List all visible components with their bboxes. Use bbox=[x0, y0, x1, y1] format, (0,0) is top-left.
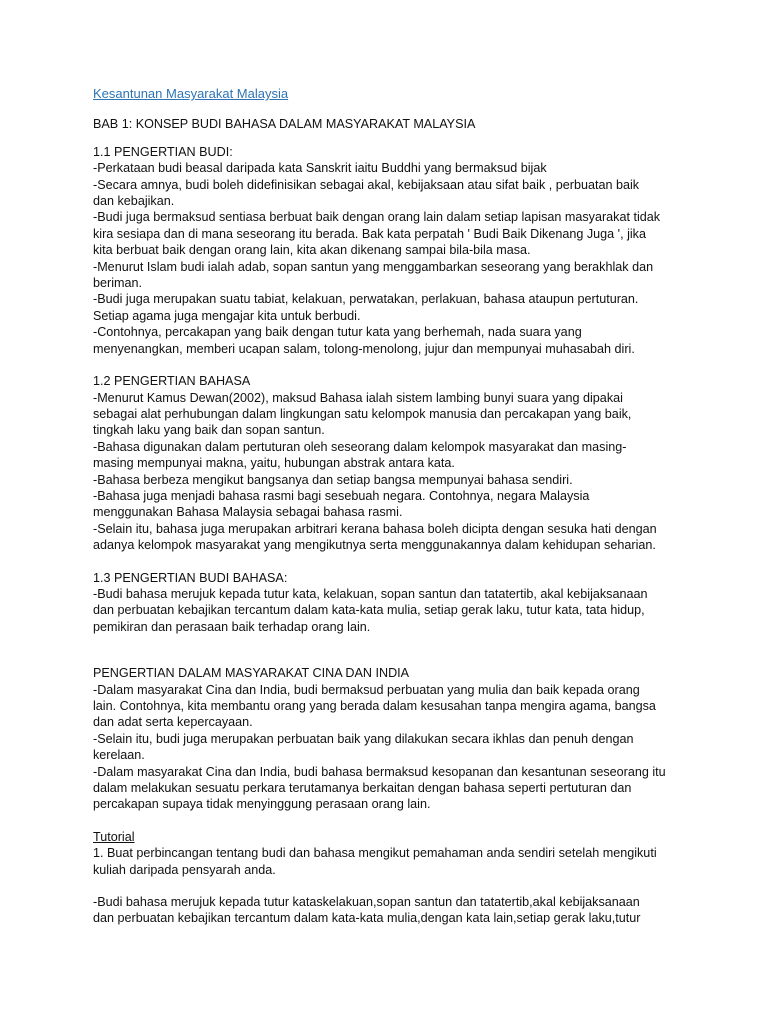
answer-line: dan perbuatan kebajikan tercantum dalam kata-kata mulia,dengan kata lain,setiap gerak laku,tutur bbox=[93, 911, 641, 926]
body-line: -Budi juga merupakan suatu tabiat, kelakuan, perwatakan, perlakuan, bahasa ataupun pertuturan. bbox=[93, 292, 639, 307]
document-page bbox=[93, 86, 693, 927]
body-line: menyenangkan, memberi ucapan salam, tolong-menolong, jujur dan mempunyai muhasabah diri. bbox=[93, 341, 635, 356]
body-line: -Dalam masyarakat Cina dan India, budi bermaksud perbuatan yang mulia dan baik kepada orang bbox=[93, 682, 640, 697]
body-line: menggunakan Bahasa Malaysia sebagai bahasa rasmi. bbox=[93, 505, 403, 520]
body-line: -Dalam masyarakat Cina dan India, budi bahasa bermaksud kesopanan dan kesantunan seseorang itu bbox=[93, 764, 666, 779]
body-line: Setiap agama juga mengajar kita untuk berbudi. bbox=[93, 308, 361, 323]
tutorial-answer bbox=[93, 894, 693, 927]
answer-line: -Budi bahasa merujuk kepada tutur kataskelakuan,sopan santun dan tatatertib,akal kebijaksanaan bbox=[93, 895, 640, 910]
body-line: -Secara amnya, budi boleh didefinisikan sebagai akal, kebijaksaan atau sifat baik , perbuatan baik bbox=[93, 177, 640, 192]
body-line: lain. Contohnya, kita membantu orang yang berada dalam kesusahan tanpa mengira agama, bangsa bbox=[93, 699, 656, 713]
body-line: -Selain itu, bahasa juga merupakan arbitrari kerana bahasa boleh dicipta dengan sesuka hati dengan bbox=[93, 521, 657, 536]
section-body-bahasa bbox=[93, 390, 693, 554]
body-line: -Bahasa digunakan dalam pertuturan oleh seseorang dalam kelompok masyarakat dan masing- bbox=[93, 439, 627, 454]
body-line: dan perbuatan kebajikan tercantum dalam kata-kata mulia, setiap gerak laku, tutur kata, tata hidup, bbox=[93, 603, 645, 618]
body-line: dalam melakukan sesuatu perkara terutamanya berkaitan dengan bahasa seperti pertuturan dan bbox=[93, 781, 632, 796]
body-line: adanya kelompok masyarakat yang mengikutnya serta menggunakannya dalam kehidupan seharian. bbox=[93, 538, 656, 553]
section-heading-bahasa: 1.2 PENGERTIAN BAHASA bbox=[93, 374, 251, 389]
question-line: 1. Buat perbincangan tentang budi dan bahasa mengikut pemahaman anda sendiri setelah mengikuti bbox=[93, 846, 657, 861]
body-line: -Contohnya, percakapan yang baik dengan tutur kata yang berhemah, nada suara yang bbox=[93, 325, 582, 340]
body-line: -Selain itu, budi juga merupakan perbuatan baik yang dilakukan secara ikhlas dan penuh dengan bbox=[93, 731, 634, 746]
body-line: kira sesiapa dan di mana seseorang itu berada. Bak kata perpatah ' Budi Baik Dikenang Juga ', jika bbox=[93, 226, 646, 241]
question-line: kuliah daripada pensyarah anda. bbox=[93, 862, 276, 877]
chapter-heading: BAB 1: KONSEP BUDI BAHASA DALAM MASYARAKAT MALAYSIA bbox=[93, 117, 476, 132]
section-heading-cina-india: PENGERTIAN DALAM MASYARAKAT CINA DAN INDIA bbox=[93, 666, 410, 681]
body-line: sebagai alat perhubungan dalam lingkungan satu kelompok manusia dan percakapan yang baik, bbox=[93, 406, 632, 421]
body-line: kerelaan. bbox=[93, 748, 145, 763]
section-body-budi-bahasa bbox=[93, 586, 693, 635]
body-line: -Menurut Islam budi ialah adab, sopan santun yang menggambarkan seseorang yang berakhlak dan bbox=[93, 259, 654, 274]
body-line: -Menurut Kamus Dewan(2002), maksud Bahasa ialah sistem lambing bunyi suara yang dipakai bbox=[93, 390, 623, 405]
body-line: percakapan supaya tidak menyinggung perasaan orang lain. bbox=[93, 797, 431, 812]
body-line: masing mempunyai makna, yaitu, hubungan abstrak antara kata. bbox=[93, 456, 455, 471]
body-line: -Budi juga bermaksud sentiasa berbuat baik dengan orang lain dalam setiap lapisan masyarakat tidak bbox=[93, 210, 661, 225]
body-line: pemikiran dan perasaan baik terhadap orang lain. bbox=[93, 619, 371, 634]
body-line: -Budi bahasa merujuk kepada tutur kata, kelakuan, sopan santun dan tatatertib, akal kebijaksanaan bbox=[93, 586, 648, 601]
document-title-link[interactable]: Kesantunan Masyarakat Malaysia bbox=[93, 86, 289, 101]
section-heading-budi: 1.1 PENGERTIAN BUDI: bbox=[93, 144, 233, 159]
body-line: beriman. bbox=[93, 276, 142, 291]
body-line: -Perkataan budi beasal daripada kata Sanskrit iaitu Buddhi yang bermaksud bijak bbox=[93, 161, 547, 176]
body-line: dan kebajikan. bbox=[93, 194, 175, 209]
body-line: -Bahasa juga menjadi bahasa rasmi bagi sesebuah negara. Contohnya, negara Malaysia bbox=[93, 488, 590, 503]
section-heading-budi-bahasa: 1.3 PENGERTIAN BUDI BAHASA: bbox=[93, 570, 288, 585]
tutorial-heading: Tutorial bbox=[93, 829, 135, 844]
body-line: kita berbuat baik dengan orang lain, kita akan dikenang sampai bila-bila masa. bbox=[93, 243, 531, 258]
section-body-cina-india bbox=[93, 682, 693, 813]
body-line: dan adat serta kepercayaan. bbox=[93, 715, 253, 730]
body-line: -Bahasa berbeza mengikut bangsanya dan setiap bangsa mempunyai bahasa sendiri. bbox=[93, 472, 573, 487]
body-line: tingkah laku yang baik dan sopan santun. bbox=[93, 423, 325, 438]
tutorial-question bbox=[93, 845, 693, 878]
section-body-budi bbox=[93, 160, 693, 357]
